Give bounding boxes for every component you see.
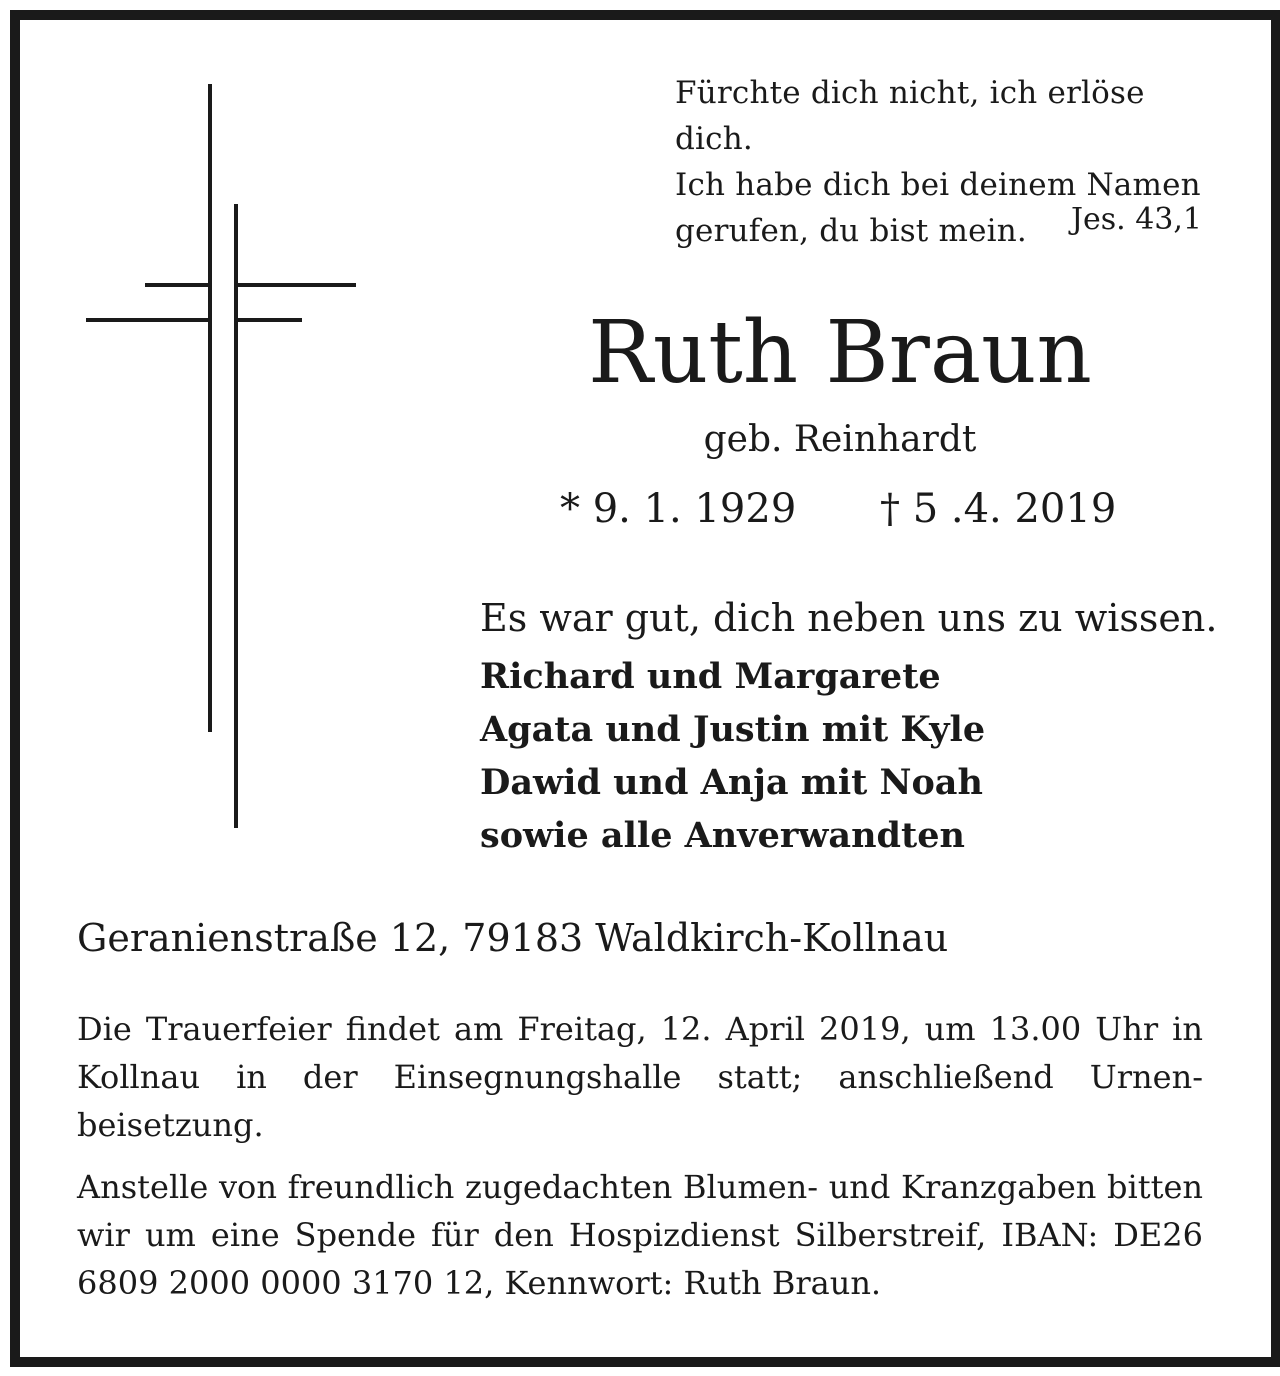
mourner-line: Richard und Margarete xyxy=(480,656,941,697)
birth-date: * 9. 1. 1929 xyxy=(560,486,797,532)
verse-line: Fürchte dich nicht, ich erlöse dich. xyxy=(675,75,1145,157)
verse-line: gerufen, du bist mein. xyxy=(675,213,1027,249)
funeral-notice: Die Trauerfeier findet am Freitag, 12. April 2019, um 13.00 Uhr in Kollnau in der Einsegnungshalle statt; anschließend Urnenbeisetzung. xyxy=(77,1010,1203,1144)
double-cross-icon xyxy=(80,80,370,840)
death-date: † 5 .4. 2019 xyxy=(880,486,1117,532)
maiden-name: geb. Reinhardt xyxy=(703,419,977,460)
address: Geranienstraße 12, 79183 Waldkirch-Kollnau xyxy=(77,916,949,960)
mourner-line: Agata und Justin mit Kyle xyxy=(480,709,986,750)
verse-line: Ich habe dich bei deinem Namen xyxy=(675,167,1201,203)
motto: Es war gut, dich neben uns zu wissen. xyxy=(480,596,1218,640)
deceased-name: Ruth Braun xyxy=(588,303,1092,403)
verse-reference: Jes. 43,1 xyxy=(1070,202,1202,237)
mourner-line: Dawid und Anja mit Noah xyxy=(480,762,983,803)
mourner-line: sowie alle Anverwandten xyxy=(480,815,965,856)
donation-notice: Anstelle von freundlich zugedachten Blumen- und Kranzgaben bitten wir um eine Spende für den Hospizdienst Silberstreif, IBAN: DE26 6809 2000 0000 3170 12, Kennwort: Ruth Braun. xyxy=(77,1168,1203,1302)
mourners-list xyxy=(480,650,985,862)
